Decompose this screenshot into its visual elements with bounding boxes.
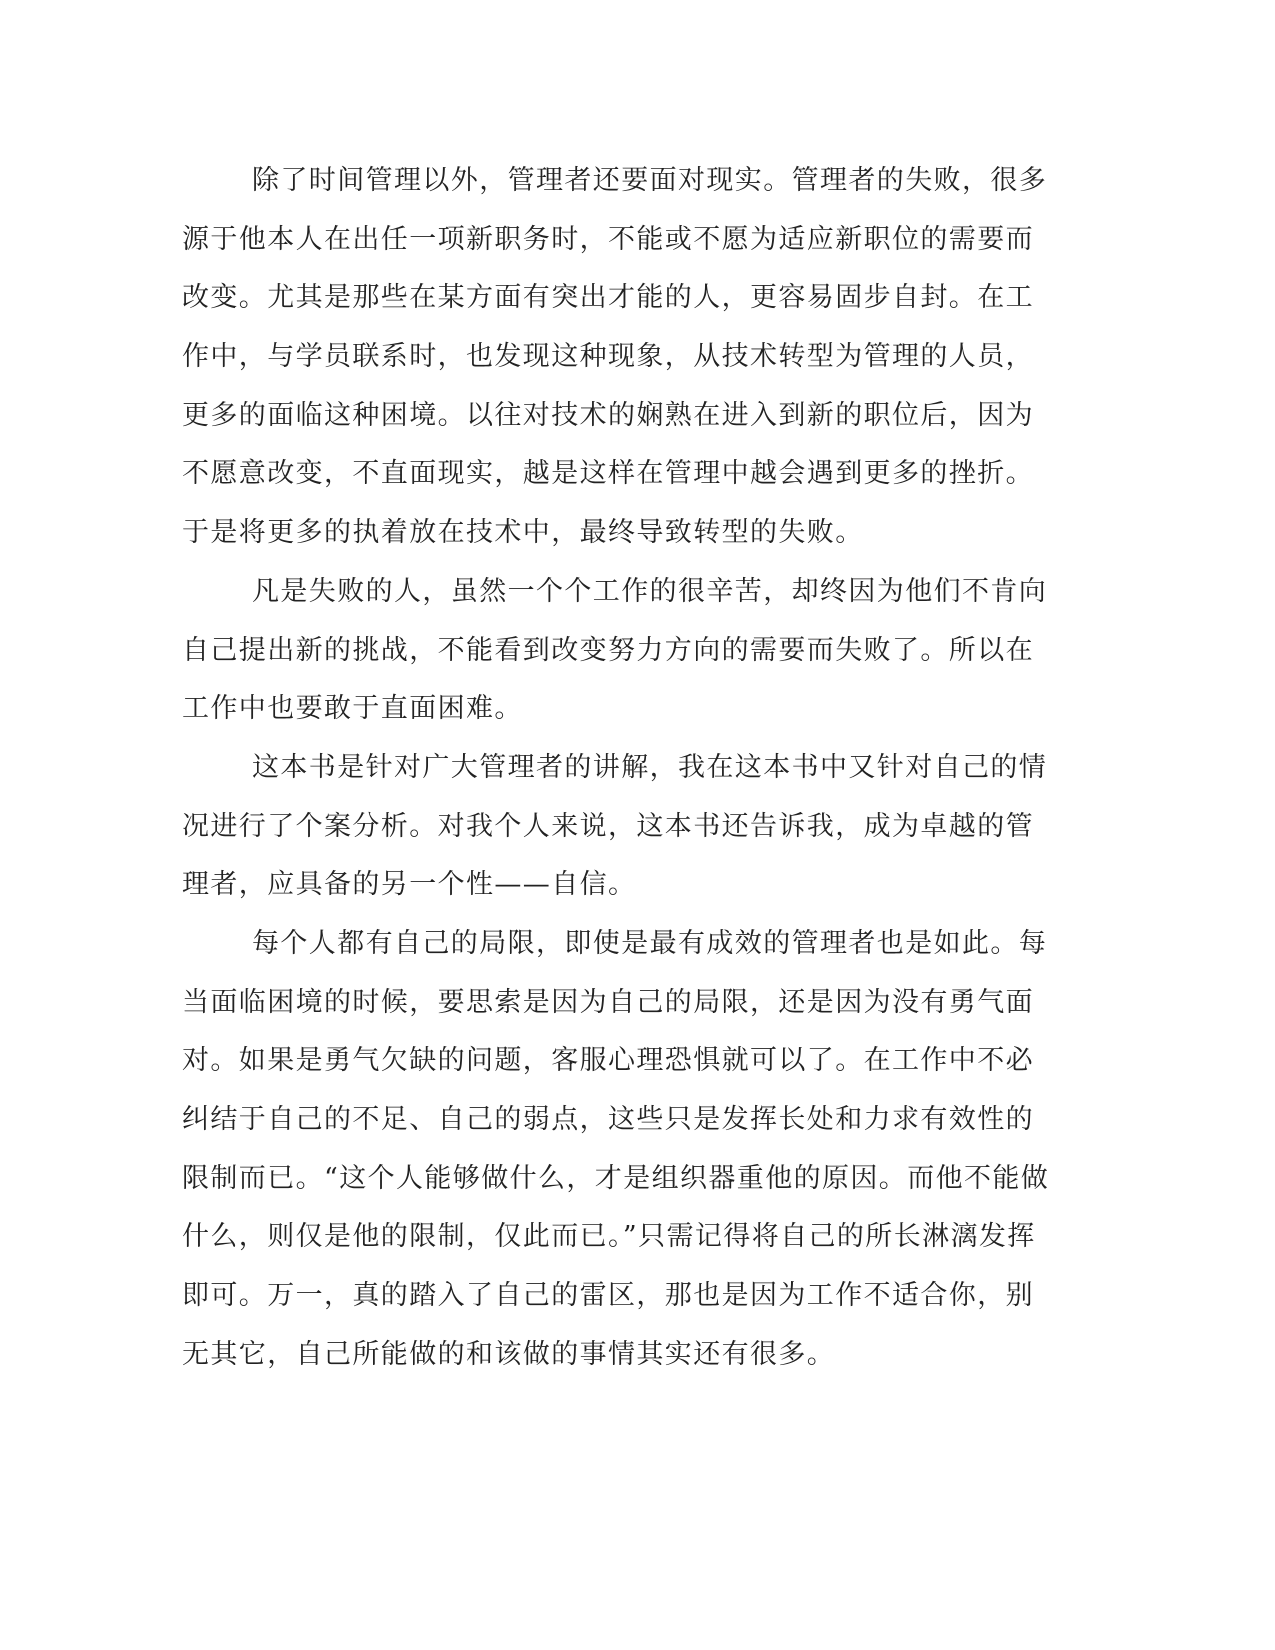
paragraph-first-line: 每个人都有自己的局限，即使是最有成效的管理者也是如此。每 [252, 927, 1048, 959]
text-line: 源于他本人在出任一项新职务时，不能或不愿为适应新职位的需要而 [182, 223, 1034, 255]
text-line: 改变。尤其是那些在某方面有突出才能的人，更容易固步自封。在工 [182, 282, 1034, 314]
text-line: 工作中也要敢于直面困难。 [182, 693, 523, 725]
paragraph-first-line: 凡是失败的人，虽然一个个工作的很辛苦，却终因为他们不肯向 [252, 575, 1048, 607]
text-line: 对。如果是勇气欠缺的问题，客服心理恐惧就可以了。在工作中不必 [182, 1045, 1034, 1077]
text-line: 于是将更多的执着放在技术中，最终导致转型的失败。 [182, 517, 864, 549]
text-line: 限制而已。“这个人能够做什么，才是组织器重他的原因。而他不能做 [182, 1162, 1050, 1194]
text-line: 理者，应具备的另一个性——自信。 [182, 869, 637, 901]
text-line: 什么，则仅是他的限制，仅此而已。”只需记得将自己的所长淋漓发挥 [182, 1221, 1036, 1253]
text-line: 纠结于自己的不足、自己的弱点，这些只是发挥长处和力求有效性的 [182, 1104, 1034, 1135]
text-line: 当面临困境的时候，要思索是因为自己的局限，还是因为没有勇气面 [182, 986, 1034, 1018]
text-line: 即可。万一，真的踏入了自己的雷区，那也是因为工作不适合你，别 [182, 1280, 1034, 1312]
paragraph-first-line: 这本书是针对广大管理者的讲解，我在这本书中又针对自己的情 [252, 751, 1048, 783]
text-line: 不愿意改变，不直面现实，越是这样在管理中越会遇到更多的挫折。 [182, 458, 1034, 490]
text-line: 作中，与学员联系时，也发现这种现象，从技术转型为管理的人员， [182, 341, 1034, 373]
text-line: 无其它，自己所能做的和该做的事情其实还有很多。 [182, 1338, 836, 1370]
text-line: 更多的面临这种困境。以往对技术的娴熟在进入到新的职位后，因为 [182, 399, 1034, 431]
document-body [182, 152, 1050, 1384]
text-line: 况进行了个案分析。对我个人来说，这本书还告诉我，成为卓越的管 [182, 810, 1034, 842]
text-line: 自己提出新的挑战，不能看到改变努力方向的需要而失败了。所以在 [182, 634, 1034, 666]
paragraph-first-line: 除了时间管理以外，管理者还要面对现实。管理者的失败，很多 [252, 165, 1048, 196]
